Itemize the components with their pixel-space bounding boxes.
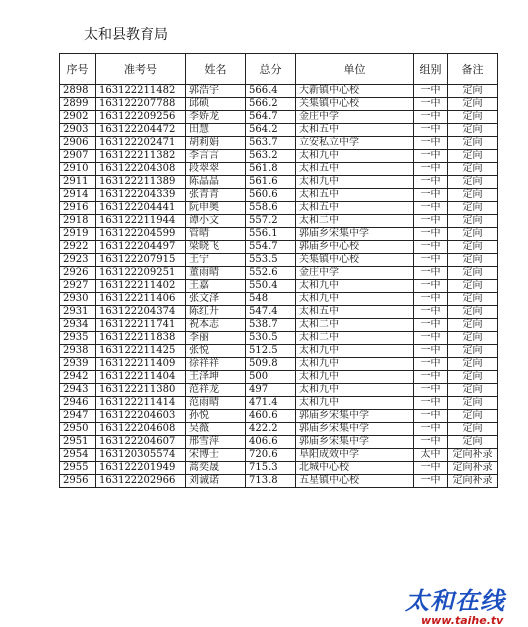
table-row — [60, 462, 498, 475]
cell-unit: 太和九中 — [296, 371, 414, 384]
cell-score: 552.6 — [246, 267, 296, 280]
cell-note: 定向 — [448, 215, 498, 228]
table-row — [60, 475, 498, 488]
table-row — [60, 397, 498, 410]
cell-exam-no: 163122204339 — [96, 189, 186, 202]
cell-note: 定向 — [448, 384, 498, 397]
table-row — [60, 228, 498, 241]
table-row — [60, 280, 498, 293]
cell-score: 715.3 — [246, 462, 296, 475]
cell-seq: 2922 — [60, 241, 96, 254]
cell-unit: 大新镇中心校 — [296, 85, 414, 98]
site-watermark — [405, 581, 505, 627]
cell-name: 邱硕 — [186, 98, 246, 111]
table-row — [60, 254, 498, 267]
cell-score: 500 — [246, 371, 296, 384]
cell-note: 定向补录 — [448, 475, 498, 488]
cell-exam-no: 163122211404 — [96, 371, 186, 384]
cell-group: 一中 — [414, 254, 448, 267]
cell-note: 定向 — [448, 163, 498, 176]
cell-score: 566.4 — [246, 85, 296, 98]
table-row — [60, 293, 498, 306]
cell-note: 定向 — [448, 319, 498, 332]
cell-note: 定向 — [448, 176, 498, 189]
cell-exam-no: 163122211382 — [96, 150, 186, 163]
col-header-group: 组别 — [414, 54, 448, 85]
cell-group: 一中 — [414, 384, 448, 397]
cell-note: 定向 — [448, 85, 498, 98]
cell-exam-no: 163122211402 — [96, 280, 186, 293]
cell-exam-no: 163122211380 — [96, 384, 186, 397]
cell-exam-no: 163122211944 — [96, 215, 186, 228]
cell-unit: 阜阳成效中学 — [296, 449, 414, 462]
cell-score: 557.2 — [246, 215, 296, 228]
cell-note: 定向 — [448, 397, 498, 410]
cell-note: 定向 — [448, 423, 498, 436]
cell-note: 定向 — [448, 267, 498, 280]
cell-group: 一中 — [414, 306, 448, 319]
table-row — [60, 124, 498, 137]
cell-group: 一中 — [414, 176, 448, 189]
table-row — [60, 163, 498, 176]
cell-group: 一中 — [414, 137, 448, 150]
cell-exam-no: 163122211414 — [96, 397, 186, 410]
table-row — [60, 111, 498, 124]
table-row — [60, 215, 498, 228]
cell-name: 邢雪萍 — [186, 436, 246, 449]
cell-note: 定向 — [448, 137, 498, 150]
cell-exam-no: 163122211838 — [96, 332, 186, 345]
cell-seq: 2931 — [60, 306, 96, 319]
table-header-row — [60, 54, 498, 85]
table-row — [60, 241, 498, 254]
cell-exam-no: 163122204599 — [96, 228, 186, 241]
cell-seq: 2918 — [60, 215, 96, 228]
table-row — [60, 98, 498, 111]
cell-exam-no: 163122207788 — [96, 98, 186, 111]
cell-group: 一中 — [414, 98, 448, 111]
table-row — [60, 436, 498, 449]
cell-group: 一中 — [414, 150, 448, 163]
cell-seq: 2950 — [60, 423, 96, 436]
cell-score: 561.6 — [246, 176, 296, 189]
cell-name: 徐祥祥 — [186, 358, 246, 371]
table-row — [60, 202, 498, 215]
cell-score: 553.5 — [246, 254, 296, 267]
cell-exam-no: 163122204374 — [96, 306, 186, 319]
cell-unit: 金庄中学 — [296, 267, 414, 280]
cell-name: 陈红升 — [186, 306, 246, 319]
cell-note: 定向 — [448, 345, 498, 358]
cell-note: 定向 — [448, 280, 498, 293]
cell-seq: 2939 — [60, 358, 96, 371]
cell-unit: 郭庙乡中心校 — [296, 241, 414, 254]
cell-group: 一中 — [414, 228, 448, 241]
cell-unit: 太和九中 — [296, 280, 414, 293]
cell-seq: 2914 — [60, 189, 96, 202]
cell-name: 阮申奥 — [186, 202, 246, 215]
cell-unit: 太和五中 — [296, 163, 414, 176]
cell-unit: 太和五中 — [296, 189, 414, 202]
cell-note: 定向 — [448, 111, 498, 124]
cell-score: 554.7 — [246, 241, 296, 254]
cell-seq: 2898 — [60, 85, 96, 98]
cell-note: 定向 — [448, 436, 498, 449]
cell-unit: 郭庙乡宋集中学 — [296, 423, 414, 436]
cell-group: 一中 — [414, 332, 448, 345]
cell-unit: 太和九中 — [296, 150, 414, 163]
cell-unit: 太和五中 — [296, 202, 414, 215]
col-header-exam-no: 准考号 — [96, 54, 186, 85]
cell-score: 563.7 — [246, 137, 296, 150]
cell-unit: 太和二中 — [296, 332, 414, 345]
cell-name: 李娇龙 — [186, 111, 246, 124]
cell-score: 406.6 — [246, 436, 296, 449]
cell-unit: 太和九中 — [296, 358, 414, 371]
cell-name: 范祥龙 — [186, 384, 246, 397]
cell-exam-no: 163122204607 — [96, 436, 186, 449]
cell-unit: 五星镇中心校 — [296, 475, 414, 488]
cell-name: 谭小文 — [186, 215, 246, 228]
cell-seq: 2947 — [60, 410, 96, 423]
cell-group: 一中 — [414, 475, 448, 488]
document-title: 太和县教育局 — [84, 27, 168, 43]
cell-unit: 立安私立中学 — [296, 137, 414, 150]
cell-seq: 2935 — [60, 332, 96, 345]
cell-score: 558.6 — [246, 202, 296, 215]
cell-seq: 2926 — [60, 267, 96, 280]
cell-group: 一中 — [414, 202, 448, 215]
cell-unit: 太和九中 — [296, 384, 414, 397]
cell-seq: 2938 — [60, 345, 96, 358]
cell-score: 530.5 — [246, 332, 296, 345]
col-header-note: 备注 — [448, 54, 498, 85]
table-row — [60, 85, 498, 98]
table-row — [60, 332, 498, 345]
cell-name: 董雨晴 — [186, 267, 246, 280]
cell-name: 刘诚诺 — [186, 475, 246, 488]
cell-group: 一中 — [414, 436, 448, 449]
cell-name: 郭浩宇 — [186, 85, 246, 98]
cell-score: 460.6 — [246, 410, 296, 423]
cell-note: 定向 — [448, 228, 498, 241]
watermark-url: www.taihe.tv — [421, 614, 504, 627]
cell-score: 550.4 — [246, 280, 296, 293]
cell-group: 一中 — [414, 423, 448, 436]
cell-group: 一中 — [414, 163, 448, 176]
cell-seq: 2951 — [60, 436, 96, 449]
cell-group: 一中 — [414, 111, 448, 124]
cell-exam-no: 163122204608 — [96, 423, 186, 436]
cell-note: 定向 — [448, 410, 498, 423]
cell-group: 一中 — [414, 267, 448, 280]
cell-score: 547.4 — [246, 306, 296, 319]
cell-seq: 2899 — [60, 98, 96, 111]
cell-name: 蒿奕晟 — [186, 462, 246, 475]
cell-seq: 2919 — [60, 228, 96, 241]
cell-name: 王嘉 — [186, 280, 246, 293]
cell-score: 713.8 — [246, 475, 296, 488]
cell-group: 一中 — [414, 124, 448, 137]
cell-name: 胡莉娟 — [186, 137, 246, 150]
cell-note: 定向补录 — [448, 449, 498, 462]
cell-group: 一中 — [414, 345, 448, 358]
table-row — [60, 137, 498, 150]
cell-exam-no: 163122202471 — [96, 137, 186, 150]
cell-note: 定向 — [448, 332, 498, 345]
cell-score: 563.2 — [246, 150, 296, 163]
cell-name: 李言言 — [186, 150, 246, 163]
cell-unit: 关集镇中心校 — [296, 98, 414, 111]
cell-seq: 2910 — [60, 163, 96, 176]
cell-score: 471.4 — [246, 397, 296, 410]
cell-exam-no: 163122207915 — [96, 254, 186, 267]
cell-unit: 太和九中 — [296, 293, 414, 306]
cell-note: 定向 — [448, 189, 498, 202]
cell-exam-no: 163122204472 — [96, 124, 186, 137]
cell-seq: 2946 — [60, 397, 96, 410]
cell-unit: 郭庙乡宋集中学 — [296, 410, 414, 423]
cell-note: 定向 — [448, 358, 498, 371]
cell-unit: 金庄中学 — [296, 111, 414, 124]
cell-exam-no: 163122211741 — [96, 319, 186, 332]
watermark-logo-text: 太和在线 — [405, 587, 505, 615]
cell-name: 张青青 — [186, 189, 246, 202]
table-body — [60, 85, 498, 488]
cell-unit: 太和九中 — [296, 345, 414, 358]
cell-group: 一中 — [414, 215, 448, 228]
cell-note: 定向 — [448, 150, 498, 163]
cell-score: 538.7 — [246, 319, 296, 332]
cell-group: 一中 — [414, 410, 448, 423]
cell-group: 一中 — [414, 397, 448, 410]
cell-seq: 2955 — [60, 462, 96, 475]
cell-unit: 太和五中 — [296, 124, 414, 137]
table-row — [60, 384, 498, 397]
table-row — [60, 306, 498, 319]
cell-seq: 2942 — [60, 371, 96, 384]
cell-seq: 2906 — [60, 137, 96, 150]
cell-note: 定向补录 — [448, 462, 498, 475]
cell-name: 段翠翠 — [186, 163, 246, 176]
table-row — [60, 345, 498, 358]
cell-exam-no: 163122209256 — [96, 111, 186, 124]
cell-group: 一中 — [414, 319, 448, 332]
cell-seq: 2930 — [60, 293, 96, 306]
cell-exam-no: 163122201949 — [96, 462, 186, 475]
table-row — [60, 358, 498, 371]
cell-score: 422.2 — [246, 423, 296, 436]
cell-score: 512.5 — [246, 345, 296, 358]
cell-note: 定向 — [448, 371, 498, 384]
cell-seq: 2954 — [60, 449, 96, 462]
cell-exam-no: 163122204497 — [96, 241, 186, 254]
admission-table — [59, 53, 498, 488]
cell-exam-no: 163122211389 — [96, 176, 186, 189]
cell-exam-no: 163122204603 — [96, 410, 186, 423]
col-header-name: 姓名 — [186, 54, 246, 85]
cell-name: 宋博士 — [186, 449, 246, 462]
cell-note: 定向 — [448, 254, 498, 267]
cell-exam-no: 163122202966 — [96, 475, 186, 488]
cell-score: 560.6 — [246, 189, 296, 202]
cell-score: 564.7 — [246, 111, 296, 124]
table-row — [60, 410, 498, 423]
cell-seq: 2903 — [60, 124, 96, 137]
cell-unit: 太和九中 — [296, 176, 414, 189]
table-row — [60, 150, 498, 163]
cell-score: 556.1 — [246, 228, 296, 241]
cell-score: 548 — [246, 293, 296, 306]
table-row — [60, 449, 498, 462]
cell-group: 一中 — [414, 280, 448, 293]
cell-exam-no: 163120305574 — [96, 449, 186, 462]
cell-name: 管晴 — [186, 228, 246, 241]
cell-name: 陈晶晶 — [186, 176, 246, 189]
col-header-unit: 单位 — [296, 54, 414, 85]
cell-score: 564.2 — [246, 124, 296, 137]
cell-note: 定向 — [448, 124, 498, 137]
table-row — [60, 371, 498, 384]
cell-unit: 关集镇中心校 — [296, 254, 414, 267]
col-header-score: 总分 — [246, 54, 296, 85]
cell-group: 一中 — [414, 371, 448, 384]
cell-name: 张文泽 — [186, 293, 246, 306]
col-header-seq: 序号 — [60, 54, 96, 85]
cell-group: 一中 — [414, 462, 448, 475]
cell-exam-no: 163122211409 — [96, 358, 186, 371]
cell-exam-no: 163122211425 — [96, 345, 186, 358]
cell-name: 王宁 — [186, 254, 246, 267]
cell-exam-no: 163122211482 — [96, 85, 186, 98]
table-row — [60, 189, 498, 202]
cell-seq: 2916 — [60, 202, 96, 215]
cell-name: 李丽 — [186, 332, 246, 345]
cell-unit: 太和二中 — [296, 215, 414, 228]
cell-unit: 太和二中 — [296, 319, 414, 332]
cell-name: 张悦 — [186, 345, 246, 358]
cell-group: 一中 — [414, 293, 448, 306]
cell-unit: 太和九中 — [296, 397, 414, 410]
table-row — [60, 423, 498, 436]
cell-note: 定向 — [448, 202, 498, 215]
cell-score: 509.8 — [246, 358, 296, 371]
cell-unit: 北城中心校 — [296, 462, 414, 475]
cell-seq: 2927 — [60, 280, 96, 293]
cell-exam-no: 163122209251 — [96, 267, 186, 280]
cell-group: 一中 — [414, 358, 448, 371]
cell-unit: 郭庙乡宋集中学 — [296, 228, 414, 241]
cell-seq: 2907 — [60, 150, 96, 163]
cell-score: 497 — [246, 384, 296, 397]
cell-seq: 2902 — [60, 111, 96, 124]
cell-group: 太中 — [414, 449, 448, 462]
cell-seq: 2923 — [60, 254, 96, 267]
cell-name: 孙悦 — [186, 410, 246, 423]
table-row — [60, 176, 498, 189]
cell-exam-no: 163122211406 — [96, 293, 186, 306]
cell-note: 定向 — [448, 241, 498, 254]
table-row — [60, 319, 498, 332]
table-row — [60, 267, 498, 280]
cell-group: 一中 — [414, 189, 448, 202]
cell-seq: 2943 — [60, 384, 96, 397]
cell-exam-no: 163122204441 — [96, 202, 186, 215]
cell-score: 561.8 — [246, 163, 296, 176]
cell-score: 566.2 — [246, 98, 296, 111]
cell-seq: 2911 — [60, 176, 96, 189]
cell-note: 定向 — [448, 306, 498, 319]
cell-name: 祝本志 — [186, 319, 246, 332]
cell-exam-no: 163122204308 — [96, 163, 186, 176]
cell-name: 梁晓飞 — [186, 241, 246, 254]
cell-group: 一中 — [414, 85, 448, 98]
cell-name: 范雨晴 — [186, 397, 246, 410]
cell-score: 720.6 — [246, 449, 296, 462]
cell-note: 定向 — [448, 293, 498, 306]
cell-seq: 2934 — [60, 319, 96, 332]
cell-note: 定向 — [448, 98, 498, 111]
cell-seq: 2956 — [60, 475, 96, 488]
cell-unit: 太和五中 — [296, 306, 414, 319]
cell-name: 吴薇 — [186, 423, 246, 436]
cell-name: 王泽坤 — [186, 371, 246, 384]
cell-name: 田慧 — [186, 124, 246, 137]
cell-group: 一中 — [414, 241, 448, 254]
cell-unit: 郭庙乡宋集中学 — [296, 436, 414, 449]
